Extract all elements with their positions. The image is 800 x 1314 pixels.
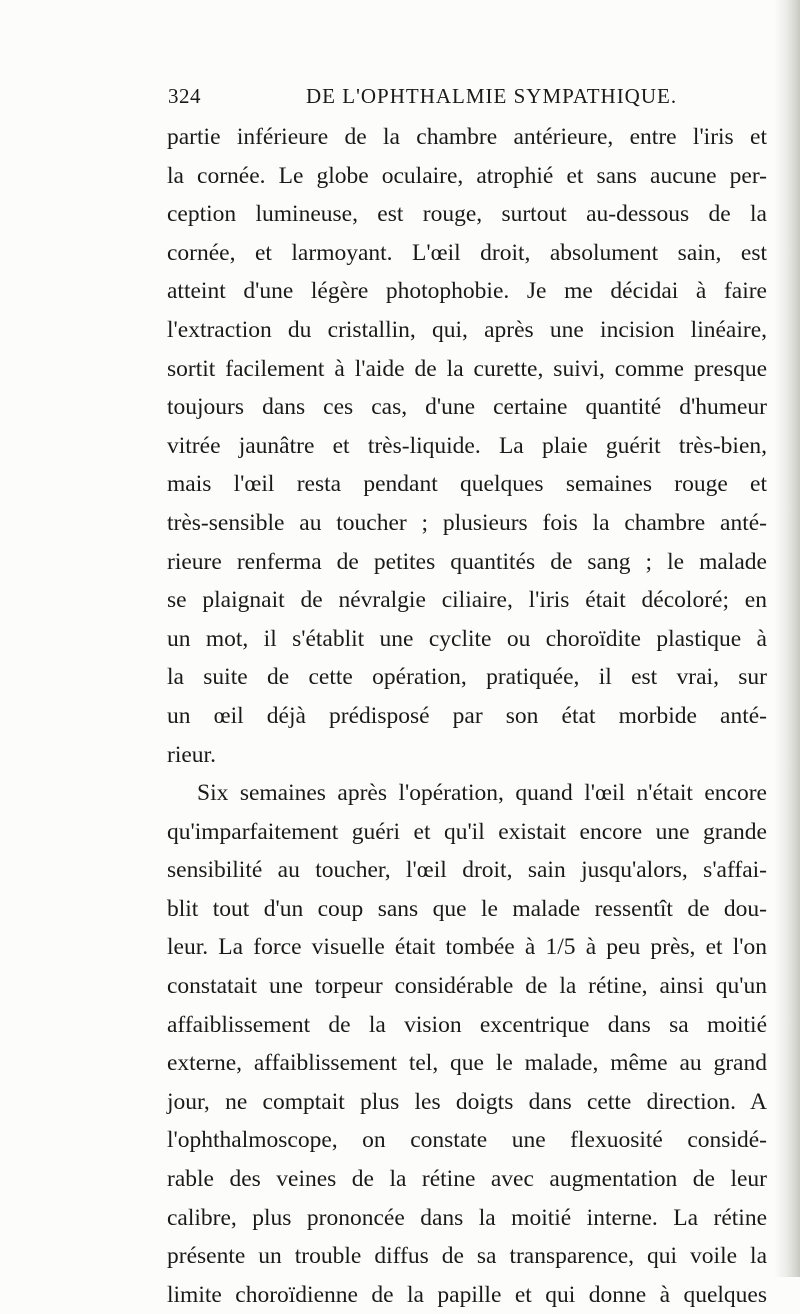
running-title: DE L'OPHTHALMIE SYMPATHIQUE. [306, 84, 678, 108]
text-line: limite choroïdienne de la papille et qui donne à quelques [167, 1281, 767, 1308]
text-line: atteint d'une légère photophobie. Je me décidai à faire [167, 278, 767, 305]
text-line: affaiblissement de la vision excentrique dans sa moitié [167, 1011, 767, 1038]
text-line: présente un trouble diffus de sa transparence, qui voile la [167, 1243, 767, 1270]
text-line: externe, affaiblissement tel, que le malade, même au grand [167, 1050, 767, 1077]
text-line: l'ophthalmoscope, on constate une flexuosité considé- [167, 1127, 767, 1154]
text-line: un œil déjà prédisposé par son état morbide anté- [167, 702, 767, 729]
text-line: mais l'œil resta pendant quelques semaines rouge et [167, 471, 767, 498]
text-line: la cornée. Le globe oculaire, atrophié et sans aucune per- [167, 162, 767, 189]
text-line: toujours dans ces cas, d'une certaine quantité d'humeur [167, 394, 767, 421]
text-line: constatait une torpeur considérable de la rétine, ainsi qu'un [167, 973, 767, 1000]
text-line: rieure renferma de petites quantités de sang ; le malade [167, 548, 767, 575]
text-line: blit tout d'un coup sans que le malade ressentît de dou- [167, 895, 767, 922]
text-line: partie inférieure de la chambre antérieure, entre l'iris et [167, 124, 767, 150]
text-line: un mot, il s'établit une cyclite ou choroïdite plastique à [167, 625, 767, 652]
text-line: leur. La force visuelle était tombée à 1/5 à peu près, et l'on [167, 934, 767, 961]
body-text [167, 118, 767, 1314]
text-line: sortit facilement à l'aide de la curette, suivi, comme presque [167, 355, 767, 382]
text-line: vitrée jaunâtre et très-liquide. La plaie guérit très-bien, [167, 432, 767, 459]
text-line: qu'imparfaitement guéri et qu'il existait encore une grande [167, 818, 767, 845]
text-line: jour, ne comptait plus les doigts dans cette direction. A [167, 1088, 767, 1115]
paragraph-end-line: rieur. [167, 741, 216, 768]
text-line: ception lumineuse, est rouge, surtout au-dessous de la [167, 201, 767, 228]
page-edge-shadow [774, 0, 800, 1277]
text-line: calibre, plus prononcée dans la moitié interne. La rétine [167, 1204, 767, 1231]
text-line: l'extraction du cristallin, qui, après une incision linéaire, [167, 316, 767, 343]
text-line: la suite de cette opération, pratiquée, il est vrai, sur [167, 664, 767, 691]
paragraph-start-line: Six semaines après l'opération, quand l'œil n'était encore [197, 780, 767, 807]
text-line: se plaignait de névralgie ciliaire, l'iris était décoloré; en [167, 587, 767, 614]
page-number: 324 [168, 84, 201, 108]
text-line: cornée, et larmoyant. L'œil droit, absolument sain, est [167, 239, 767, 266]
text-line: très-sensible au toucher ; plusieurs fois la chambre anté- [167, 509, 767, 536]
text-line: sensibilité au toucher, l'œil droit, sain jusqu'alors, s'affai- [167, 857, 767, 884]
text-line: rable des veines de la rétine avec augmentation de leur [167, 1166, 767, 1193]
page-header [168, 84, 688, 114]
